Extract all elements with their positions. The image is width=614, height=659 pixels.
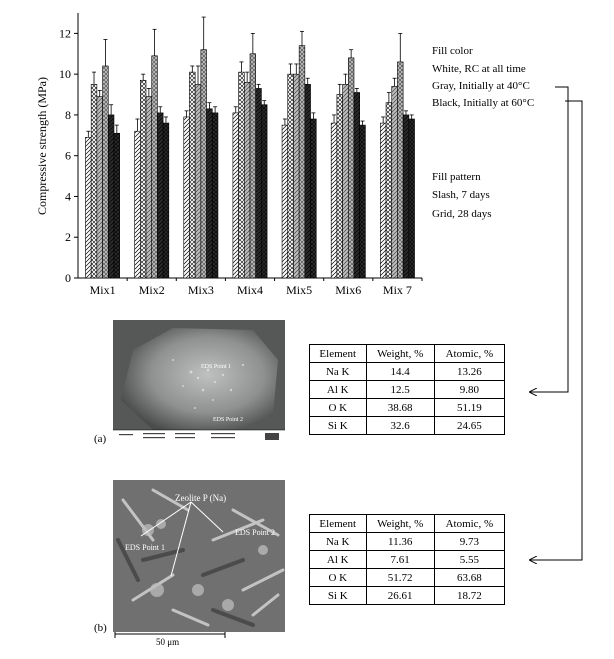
bar <box>135 131 141 278</box>
bar <box>337 95 343 278</box>
bar <box>311 119 317 278</box>
table-cell: Si K <box>310 587 367 605</box>
bar <box>195 84 201 278</box>
bar <box>256 88 262 278</box>
bar <box>354 93 360 279</box>
legend-fill-black: Black, Initially at 60°C <box>432 97 535 109</box>
table-row <box>310 363 505 381</box>
bar <box>152 56 158 278</box>
bar <box>392 86 398 278</box>
bar <box>207 109 213 278</box>
legend-fill-white: White, RC at all time <box>432 63 526 75</box>
table-cell: 9.80 <box>434 381 504 399</box>
legend-pattern-title: Fill pattern <box>432 171 481 183</box>
table-cell: 32.6 <box>366 417 434 435</box>
table-b-header-weight: Weight, % <box>366 515 434 533</box>
y-ticks <box>59 26 78 285</box>
bar <box>305 84 311 278</box>
bar <box>97 97 103 278</box>
sem-image-b <box>113 480 285 632</box>
panel-a-label: (a) <box>94 433 107 445</box>
x-tick-label: Mix3 <box>187 283 214 297</box>
table-b-header-atomic: Atomic, % <box>434 515 504 533</box>
bar <box>299 46 305 278</box>
bar <box>397 62 403 278</box>
table-cell: 26.61 <box>366 587 434 605</box>
y-tick-label: 10 <box>59 67 71 82</box>
legend-fill-title: Fill color <box>432 45 473 57</box>
bar <box>380 123 386 278</box>
table-cell: 24.65 <box>434 417 504 435</box>
bar <box>360 125 366 278</box>
arrow-black-to-table-b <box>530 101 582 560</box>
legend-pattern-slash: Slash, 7 days <box>432 189 490 201</box>
y-tick-label: 0 <box>65 271 71 285</box>
bar <box>146 97 152 278</box>
eds-point-1-label-b: EDS Point 1 <box>125 543 166 552</box>
x-tick-label: Mix2 <box>138 283 165 297</box>
table-row <box>310 569 505 587</box>
panel-b-label: (b) <box>94 622 107 634</box>
eds-table-b <box>309 514 505 605</box>
x-tick-label: Mix 7 <box>382 283 412 297</box>
table-row <box>310 551 505 569</box>
bar <box>233 113 239 278</box>
table-cell: 11.36 <box>366 533 434 551</box>
bars-group <box>85 17 414 278</box>
table-a-header-element: Element <box>310 345 367 363</box>
table-row <box>310 399 505 417</box>
x-tick-label: Mix5 <box>286 283 313 297</box>
bar <box>282 125 288 278</box>
bar <box>103 66 109 278</box>
y-tick-label: 12 <box>59 26 71 41</box>
table-a-header-weight: Weight, % <box>366 345 434 363</box>
bar <box>114 133 120 278</box>
scale-bar-label: 50 μm <box>156 637 180 647</box>
bar <box>409 119 415 278</box>
table-cell: Na K <box>310 363 367 381</box>
bar <box>91 84 97 278</box>
bar <box>163 123 169 278</box>
zeolite-label-b: Zeolite P (Na) <box>175 493 227 503</box>
bar <box>293 74 299 278</box>
x-tick-label: Mix1 <box>89 283 116 297</box>
table-row <box>310 381 505 399</box>
eds-table-a <box>309 344 505 435</box>
table-cell: O K <box>310 399 367 417</box>
bar <box>85 137 91 278</box>
y-tick-label: 2 <box>65 230 71 245</box>
table-a-header-atomic: Atomic, % <box>434 345 504 363</box>
arrow-gray-to-table-a <box>530 87 568 392</box>
bar <box>184 117 190 278</box>
legend-pattern-grid: Grid, 28 days <box>432 208 492 220</box>
sem-image-a <box>113 320 285 445</box>
x-tick-label: Mix4 <box>236 283 264 297</box>
bar <box>239 72 245 278</box>
bar <box>157 113 163 278</box>
table-cell: Si K <box>310 417 367 435</box>
bar <box>331 123 337 278</box>
x-tick-labels <box>90 278 422 297</box>
table-cell: Al K <box>310 551 367 569</box>
table-cell: 9.73 <box>434 533 504 551</box>
eds-point-2-label-b: EDS Point 2 <box>235 528 276 537</box>
table-cell: 12.5 <box>366 381 434 399</box>
table-b-header-element: Element <box>310 515 367 533</box>
y-tick-label: 4 <box>65 189 71 204</box>
table-row <box>310 417 505 435</box>
bar <box>386 103 392 278</box>
y-tick-label: 8 <box>65 107 71 122</box>
bar <box>348 58 354 278</box>
table-row <box>310 533 505 551</box>
bar <box>244 82 250 278</box>
table-cell: O K <box>310 569 367 587</box>
table-cell: 38.68 <box>366 399 434 417</box>
bar <box>140 80 146 278</box>
bar <box>403 115 409 278</box>
bar <box>201 50 207 278</box>
eds-point-1-label-a: EDS Point 1 <box>201 364 232 370</box>
y-axis-label: Compressive strength (MPa) <box>35 77 49 215</box>
table-cell: 13.26 <box>434 363 504 381</box>
eds-point-2-label-a: EDS Point 2 <box>213 417 244 423</box>
x-tick-label: Mix6 <box>335 283 362 297</box>
table-cell: 7.61 <box>366 551 434 569</box>
y-tick-label: 6 <box>65 148 71 163</box>
bar <box>250 54 256 278</box>
bar <box>108 115 114 278</box>
bar <box>189 72 195 278</box>
table-cell: 14.4 <box>366 363 434 381</box>
table-cell: Al K <box>310 381 367 399</box>
table-cell: 63.68 <box>434 569 504 587</box>
table-cell: Na K <box>310 533 367 551</box>
bar <box>212 113 218 278</box>
bar <box>288 74 294 278</box>
table-cell: 51.19 <box>434 399 504 417</box>
table-cell: 18.72 <box>434 587 504 605</box>
bar <box>261 105 267 278</box>
table-cell: 5.55 <box>434 551 504 569</box>
bar <box>343 84 349 278</box>
table-cell: 51.72 <box>366 569 434 587</box>
table-row <box>310 587 505 605</box>
legend-fill-gray: Gray, Initially at 40°C <box>432 80 530 92</box>
